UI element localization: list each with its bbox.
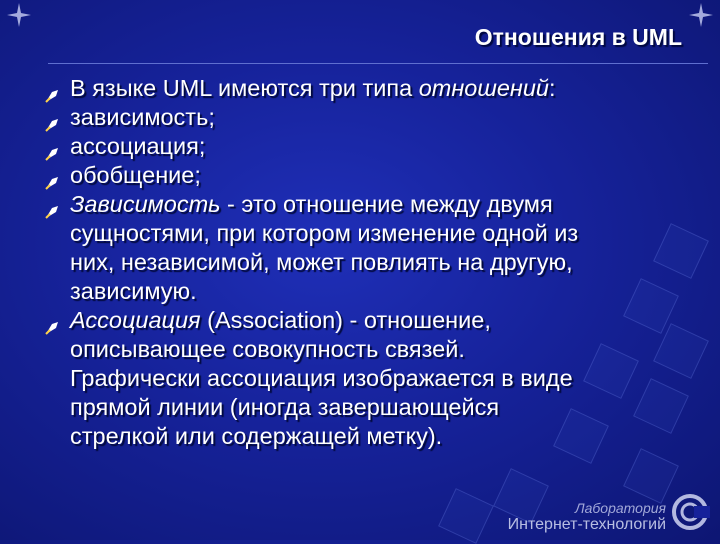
bullet-line [70, 190, 684, 219]
bullet-line [70, 248, 684, 277]
logo-line2: Интернет-технологий [507, 516, 666, 533]
bullet-line [70, 219, 684, 248]
bullet-item [44, 103, 684, 132]
logo-line1: Лаборатория [575, 500, 666, 516]
bullet-item [44, 161, 684, 190]
bullet-item [44, 132, 684, 161]
bullet-line [70, 103, 684, 132]
pen-bullet-icon [44, 82, 60, 98]
italic-term: отношений [418, 75, 549, 101]
bullet-line [70, 335, 684, 364]
lab-logo [508, 500, 710, 534]
bullet-text: : [548, 75, 556, 101]
bullet-line [70, 161, 684, 190]
bullet-line [70, 132, 684, 161]
pen-bullet-icon [44, 140, 60, 156]
slide-title: Отношения в UML [474, 24, 682, 50]
bullet-text: обобщение; [70, 162, 201, 188]
bullet-text: - это отношение между двумя [220, 191, 553, 217]
title-divider [48, 63, 708, 64]
bullet-line [70, 422, 684, 451]
bullet-text: В языке UML имеются три типа [70, 75, 419, 101]
bullet-text: них, независимой, может повлиять на другую, [70, 249, 573, 275]
bullet-line [70, 277, 684, 306]
bullet-text: стрелкой или содержащей метку). [70, 423, 443, 449]
italic-term: Ассоциация [70, 307, 201, 333]
bullet-text: зависимую. [70, 278, 197, 304]
italic-term: Зависимость [70, 191, 221, 217]
bullet-text: прямой линии (иногда завершающейся [70, 394, 500, 420]
bullet-text: ассоциация; [70, 133, 206, 159]
bullet-text: зависимость; [70, 104, 215, 130]
corner-star-icon [6, 2, 32, 28]
bullet-line [70, 74, 684, 103]
bullet-text: (Association) - отношение, [200, 307, 491, 333]
pen-bullet-icon [44, 169, 60, 185]
bullet-list [44, 74, 684, 451]
pen-bullet-icon [44, 314, 60, 330]
pen-bullet-icon [44, 111, 60, 127]
bullet-item [44, 306, 684, 451]
bullet-text: сущностями, при котором изменение одной из [70, 220, 579, 246]
bullet-line [70, 306, 684, 335]
bullet-item [44, 190, 684, 306]
pen-bullet-icon [44, 198, 60, 214]
logo-icon [670, 492, 710, 532]
bullet-text: описывающее совокупность связей. [70, 336, 465, 362]
corner-star-icon [688, 2, 714, 28]
bullet-item [44, 74, 684, 103]
bullet-line [70, 393, 684, 422]
bullet-line [70, 364, 684, 393]
bullet-text: Графически ассоциация изображается в виде [70, 365, 573, 391]
